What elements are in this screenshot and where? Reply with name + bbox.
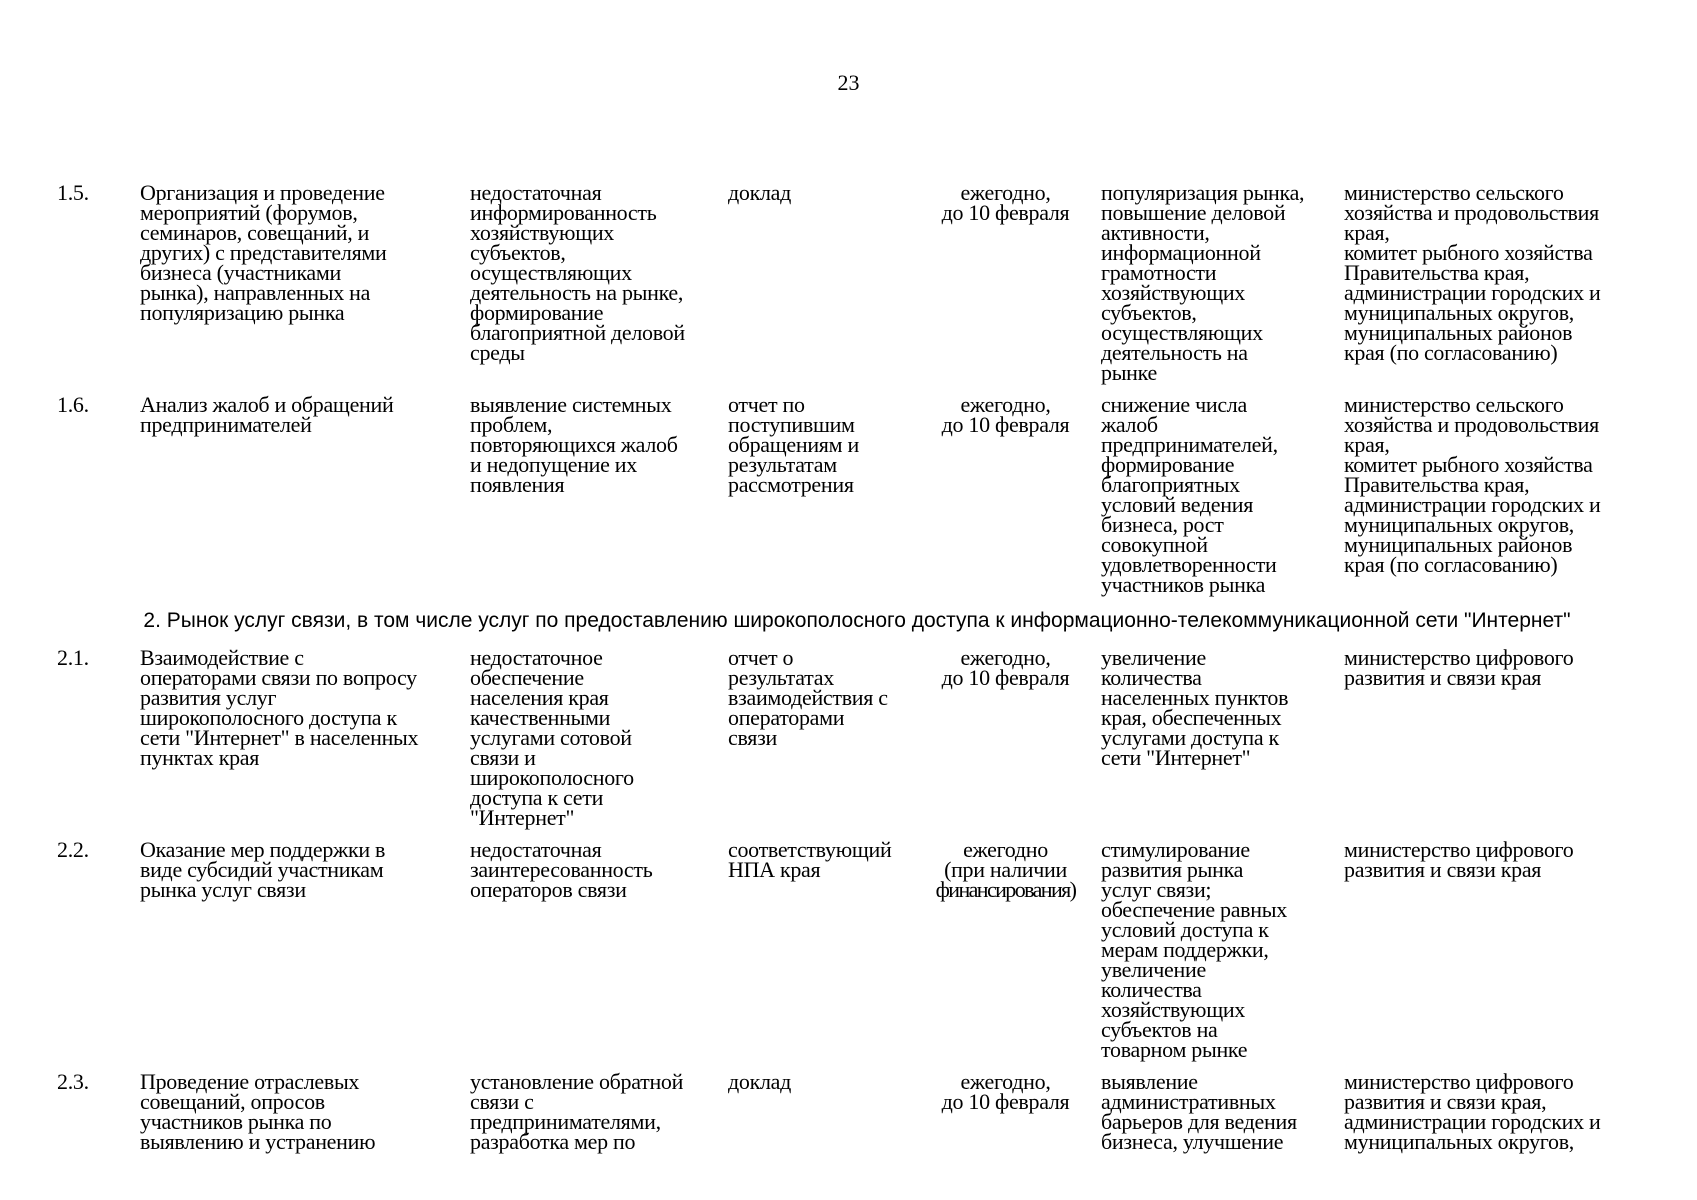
row-number: 2.2. bbox=[57, 837, 89, 862]
responsible-executor: министерство цифрового развития и связи края, администрации городских и муниципальных округов, bbox=[1344, 1069, 1601, 1154]
row-number: 2.1. bbox=[57, 645, 89, 670]
result-document: доклад bbox=[728, 180, 792, 205]
deadline-line: ежегодно bbox=[963, 837, 1048, 862]
deadline: ежегодно, до 10 февраля bbox=[941, 180, 1070, 225]
row-number: 1.6. bbox=[57, 392, 89, 417]
event-name: Анализ жалоб и обращений предпринимателей bbox=[140, 392, 394, 437]
result-document: соответствующий НПА края bbox=[728, 837, 892, 882]
responsible-executor: министерство сельского хозяйства и продовольствия края, комитет рыбного хозяйства Правительства края, администрации городских и муниципальных округов, муниципальных районов края (по согласованию) bbox=[1344, 392, 1601, 577]
responsible-executor: министерство цифрового развития и связи края bbox=[1344, 837, 1574, 882]
table-row bbox=[57, 183, 1657, 395]
event-name: Проведение отраслевых совещаний, опросов участников рынка по выявлению и устранению bbox=[140, 1069, 376, 1154]
problem-description: недостаточное обеспечение населения края качественными услугами сотовой связи и широкополосного доступа к сети "Интернет" bbox=[470, 645, 634, 830]
expected-result: снижение числа жалоб предпринимателей, формирование благоприятных условий ведения бизнеса, рост совокупной удовлетворенности участников рынка bbox=[1101, 392, 1278, 597]
problem-description: недостаточная информированность хозяйствующих субъектов, осуществляющих деятельность на рынке, формирование благоприятной деловой среды bbox=[470, 180, 685, 365]
expected-result: выявление административных барьеров для ведения бизнеса, улучшение bbox=[1101, 1069, 1297, 1154]
result-document: отчет по поступившим обращениям и результатам рассмотрения bbox=[728, 392, 859, 497]
table-row bbox=[57, 1072, 1657, 1164]
table-row bbox=[57, 648, 1657, 840]
event-name: Взаимодействие с операторами связи по вопросу развития услуг широкополосного доступа к сети "Интернет" в населенных пунктах края bbox=[140, 645, 419, 770]
row-number: 1.5. bbox=[57, 180, 89, 205]
problem-description: установление обратной связи с предпринимателями, разработка мер по bbox=[470, 1069, 684, 1154]
deadline: ежегодно, до 10 февраля bbox=[941, 392, 1070, 437]
row-number: 2.3. bbox=[57, 1069, 89, 1094]
expected-result: стимулирование развития рынка услуг связи; обеспечение равных условий доступа к мерам поддержки, увеличение количества хозяйствующих субъектов на товарном рынке bbox=[1101, 837, 1287, 1062]
section-title: 2. Рынок услуг связи, в том числе услуг по предоставлению широкополосного доступа к информационно-телекоммуникационной сети "Интернет" bbox=[143, 609, 1571, 632]
section-heading-row bbox=[57, 607, 1657, 648]
deadline: ежегодно, до 10 февраля bbox=[941, 645, 1070, 690]
measures-table bbox=[57, 180, 1657, 1164]
responsible-executor: министерство цифрового развития и связи края bbox=[1344, 645, 1574, 690]
responsible-executor: министерство сельского хозяйства и продовольствия края, комитет рыбного хозяйства Правительства края, администрации городских и муниципальных округов, муниципальных районов края (по согласованию) bbox=[1344, 180, 1601, 365]
problem-description: недостаточная заинтересованность операторов связи bbox=[470, 837, 653, 902]
event-name: Оказание мер поддержки в виде субсидий участникам рынка услуг связи bbox=[140, 837, 386, 902]
page-number: 23 bbox=[837, 70, 860, 95]
event-name: Организация и проведение мероприятий (форумов, семинаров, совещаний, и других) с представителями бизнеса (участниками рынка), направленных на популяризацию рынка bbox=[140, 180, 387, 325]
table-row bbox=[57, 395, 1657, 607]
result-document: отчет о результатах взаимодействия с операторами связи bbox=[728, 645, 888, 750]
deadline-line: финансирования) bbox=[935, 877, 1076, 902]
expected-result: популяризация рынка, повышение деловой активности, информационной грамотности хозяйствующих субъектов, осуществляющих деятельность на рынке bbox=[1101, 180, 1305, 385]
deadline-line: (при наличии bbox=[944, 857, 1067, 882]
result-document: доклад bbox=[728, 1069, 792, 1094]
problem-description: выявление системных проблем, повторяющихся жалоб и недопущение их появления bbox=[470, 392, 678, 497]
deadline bbox=[928, 837, 1101, 1072]
deadline: ежегодно, до 10 февраля bbox=[941, 1069, 1070, 1114]
expected-result: увеличение количества населенных пунктов края, обеспеченных услугами доступа к сети "Интернет" bbox=[1101, 645, 1289, 770]
table-row bbox=[57, 840, 1657, 1072]
